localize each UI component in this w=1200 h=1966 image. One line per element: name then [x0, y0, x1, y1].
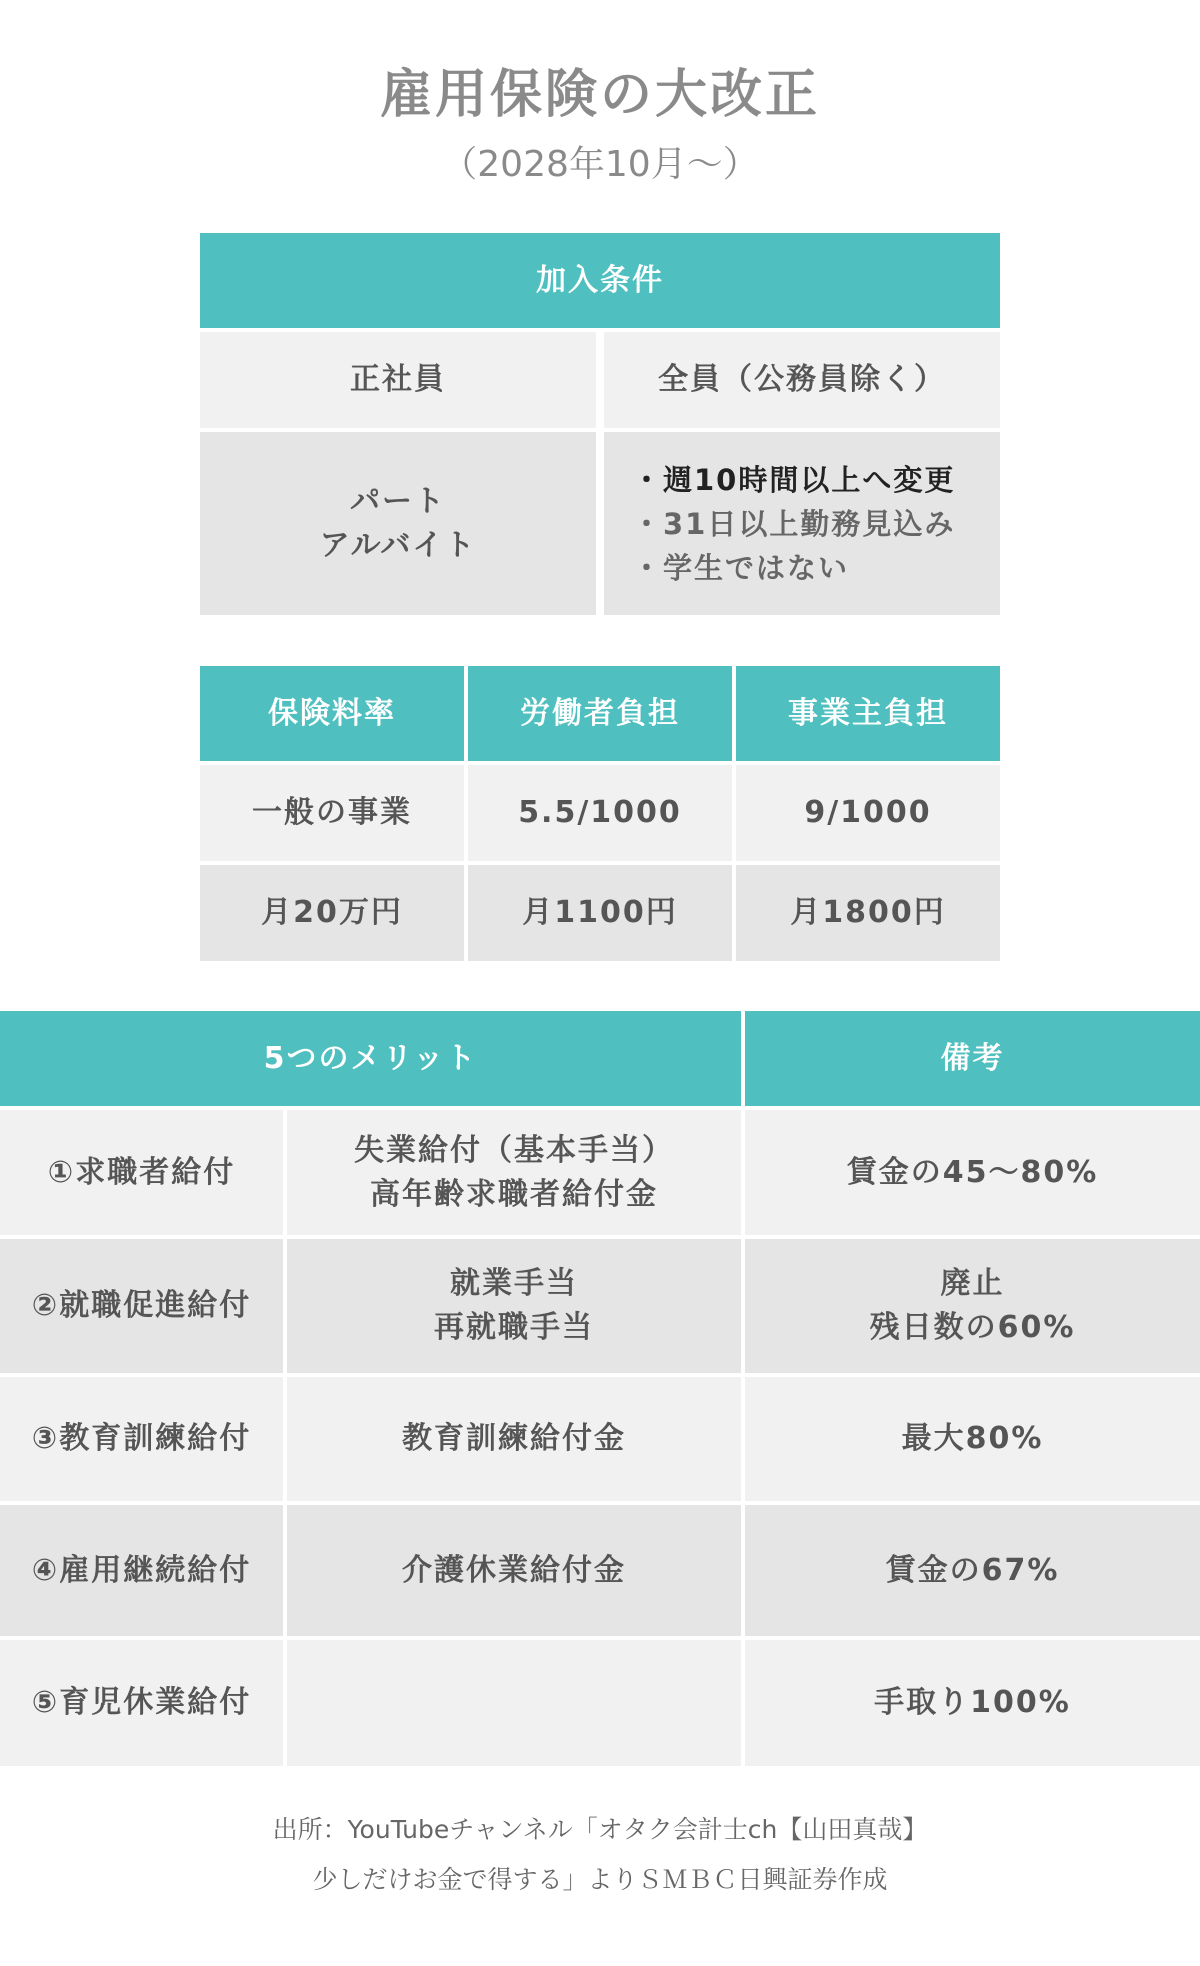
benefit-detail [287, 1640, 741, 1766]
page-title: 雇用保険の大改正 [379, 65, 820, 125]
benefit-detail [287, 1377, 741, 1501]
table3-header: 5つのメリット [0, 1011, 741, 1106]
benefit-note [745, 1377, 1200, 1501]
table2-cell: 月1100円 [468, 865, 732, 961]
benefit-detail [287, 1505, 741, 1636]
benefit-name: ②就職促進給付 [0, 1239, 283, 1373]
table1-header: 加入条件 [200, 233, 1000, 328]
condition-bullet: ・週10時間以上へ変更 [632, 462, 956, 497]
benefit-note-line: 賃金の45〜80% [846, 1154, 1099, 1190]
table1-row2-label-line: パート [350, 483, 446, 519]
table2-header: 労働者負担 [468, 666, 732, 761]
table1-row2-label [200, 432, 596, 615]
benefit-name: ④雇用継続給付 [0, 1505, 283, 1636]
benefit-detail [287, 1239, 741, 1373]
table2-header: 事業主負担 [736, 666, 1000, 761]
benefit-note-line: 残日数の60% [869, 1310, 1076, 1345]
table2-cell: 9/1000 [736, 765, 1000, 861]
page-subtitle: （2028年10月〜） [441, 144, 759, 185]
benefit-note [745, 1505, 1200, 1636]
table1-row1-value: 全員（公務員除く） [604, 332, 1000, 428]
table2-cell: 5.5/1000 [468, 765, 732, 861]
table1-row2-value [604, 432, 1000, 615]
benefit-note-line: 最大80% [901, 1421, 1044, 1456]
table2-cell: 一般の事業 [200, 765, 464, 861]
benefit-detail-line: 高年齢求職者給付金 [370, 1176, 658, 1212]
table2-cell: 月20万円 [200, 865, 464, 961]
benefit-detail-line: 就業手当 [450, 1266, 578, 1301]
condition-bullet: ・31日以上勤務見込み [632, 506, 956, 541]
benefit-detail-line: 再就職手当 [434, 1310, 594, 1345]
benefit-note [745, 1239, 1200, 1373]
table1-row1-label: 正社員 [200, 332, 596, 428]
benefit-detail-line: 介護休業給付金 [402, 1552, 626, 1588]
benefit-name: ①求職者給付 [0, 1110, 283, 1235]
source-note-line2: 少しだけお金で得する」よりＳＭＢＣ日興証券作成 [312, 1865, 888, 1894]
benefit-name: ③教育訓練給付 [0, 1377, 283, 1501]
table1-row2-label-line: アルバイト [319, 527, 477, 563]
benefit-note [745, 1110, 1200, 1235]
table3-header: 備考 [745, 1011, 1200, 1106]
benefit-name: ⑤育児休業給付 [0, 1640, 283, 1766]
benefit-note-line: 賃金の67% [885, 1552, 1060, 1588]
benefit-note-line: 廃止 [940, 1266, 1005, 1301]
benefit-detail-line: 失業給付（基本手当） [354, 1132, 674, 1168]
table2-cell: 月1800円 [736, 865, 1000, 961]
benefit-detail-line: 教育訓練給付金 [402, 1421, 626, 1456]
condition-bullet: ・学生ではない [632, 550, 850, 585]
benefit-note-line: 手取り100% [874, 1685, 1071, 1720]
benefit-detail [287, 1110, 741, 1235]
source-note-line1: 出所：YouTubeチャンネル「オタク会計士ch【山田真哉】 [272, 1815, 928, 1844]
benefit-note [745, 1640, 1200, 1766]
table2-header: 保険料率 [200, 666, 464, 761]
